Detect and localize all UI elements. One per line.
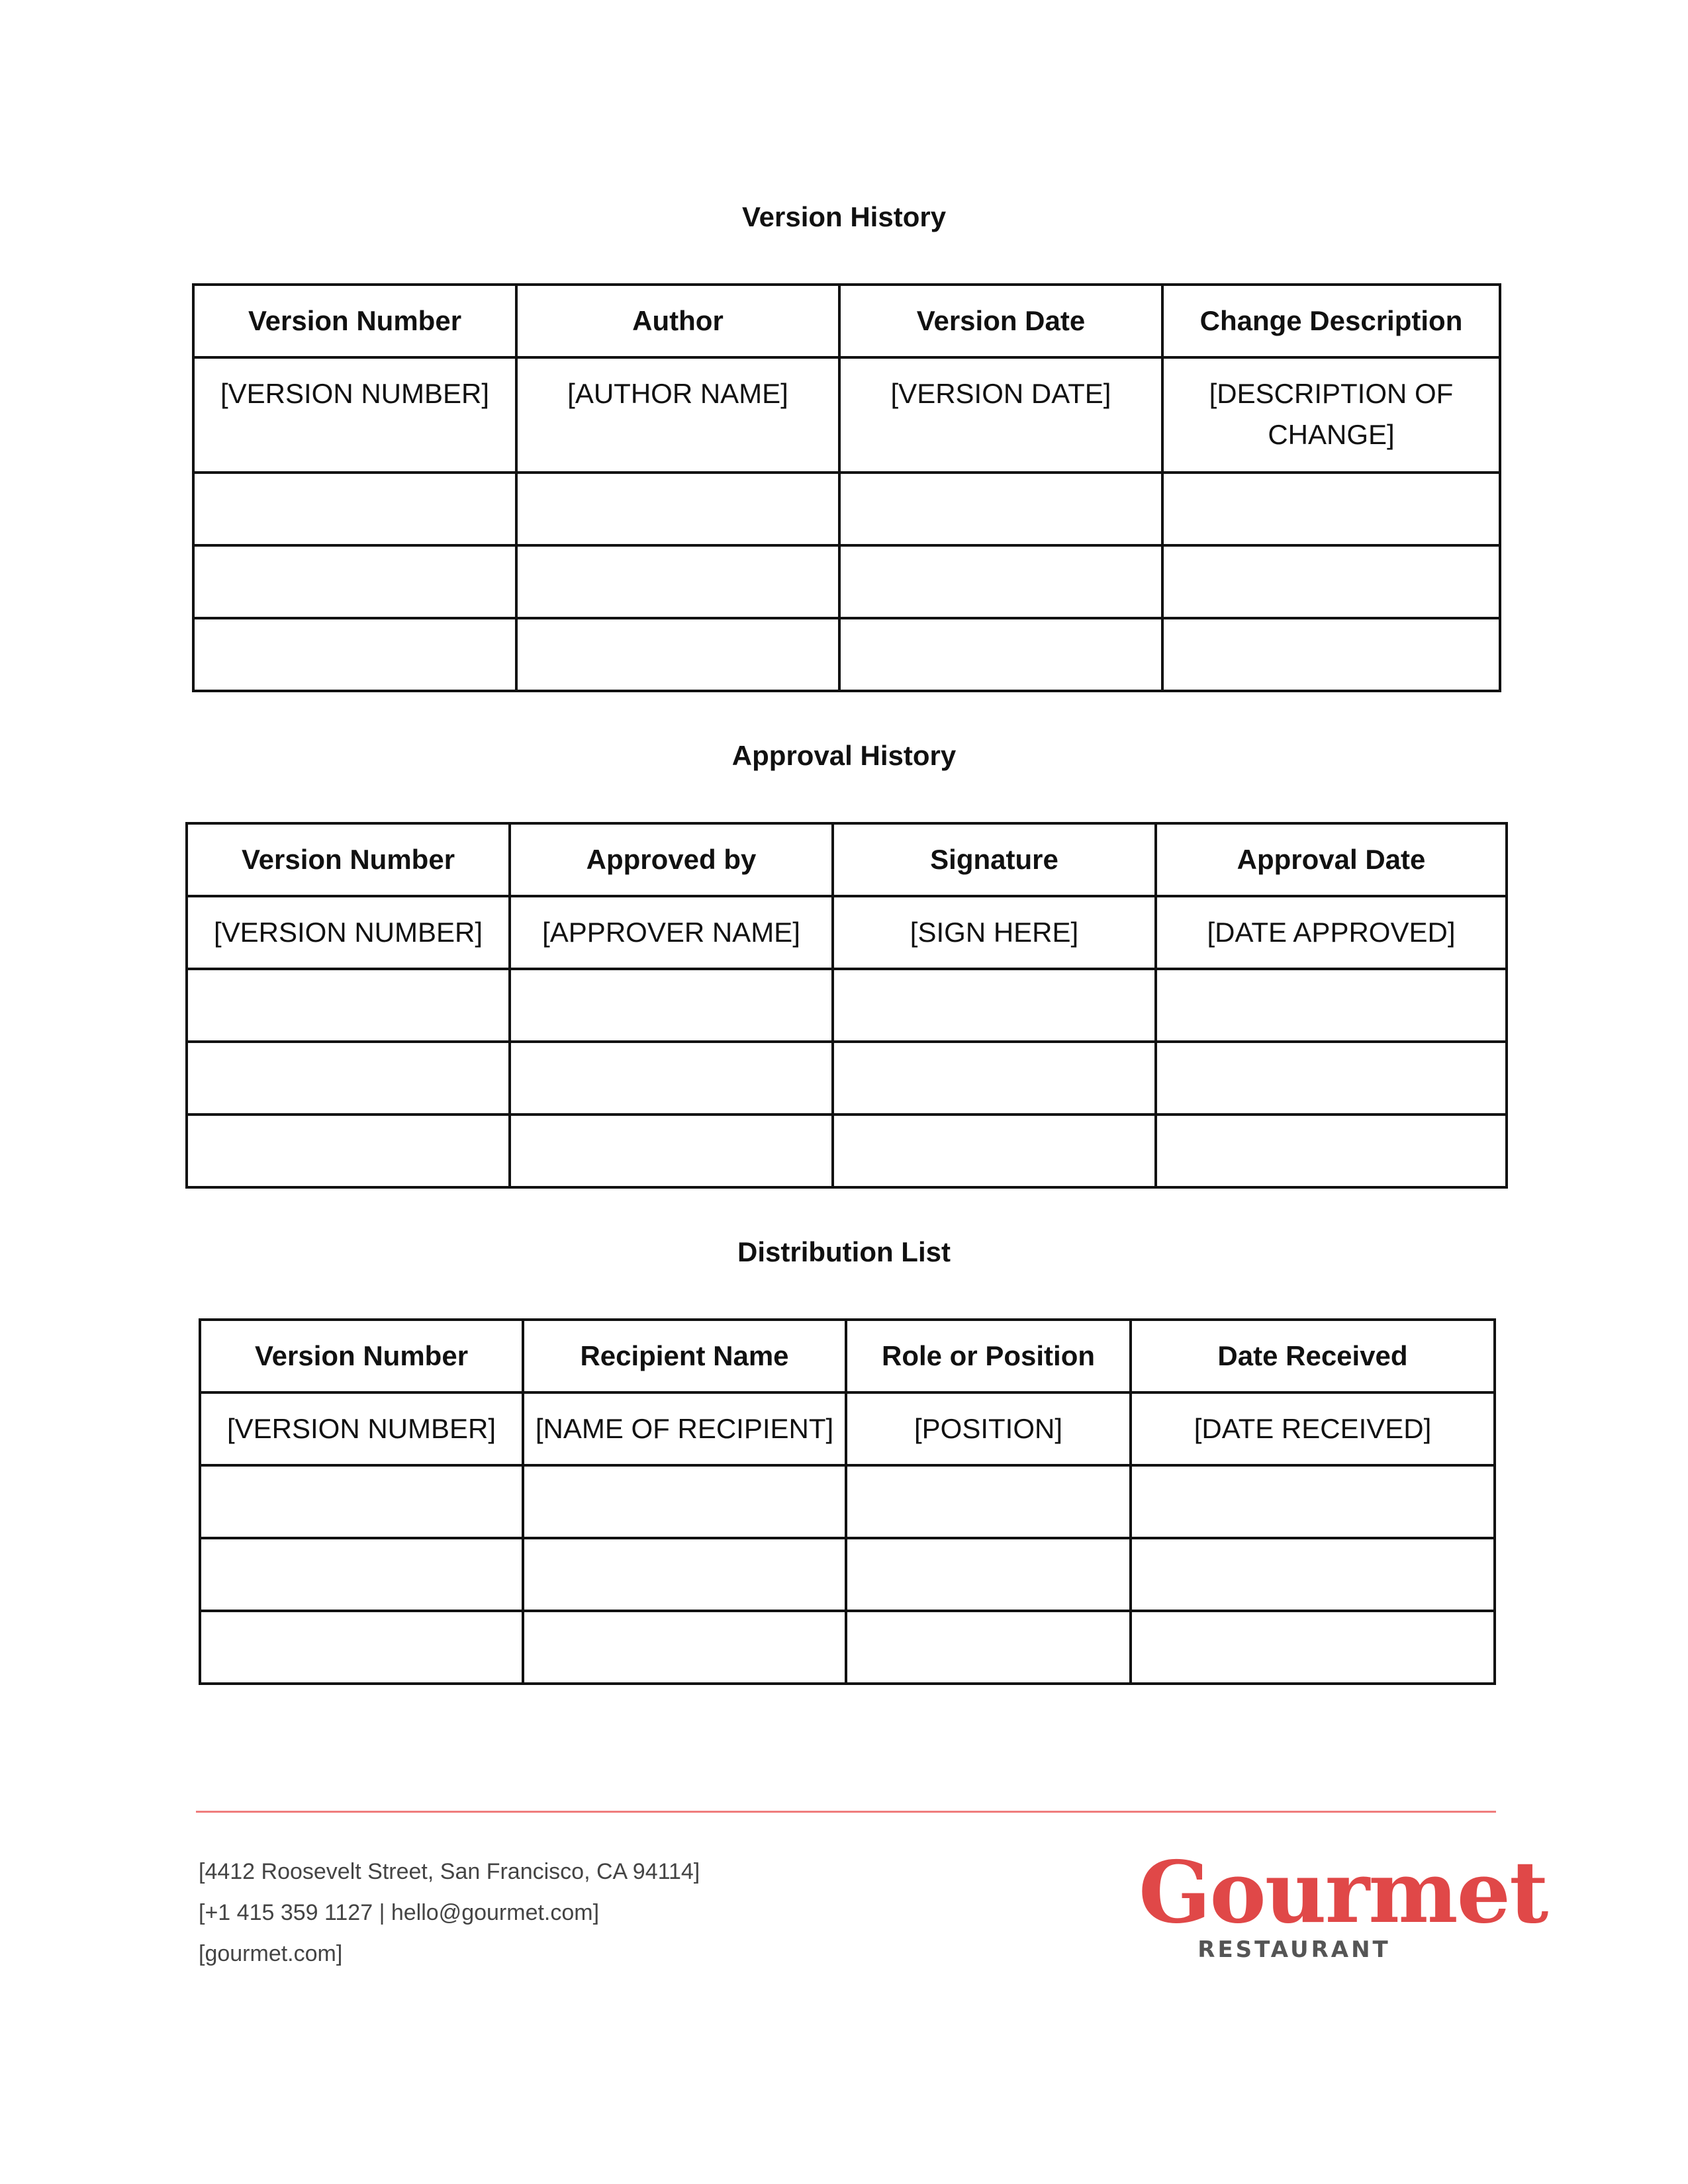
signature-cell[interactable] — [833, 969, 1156, 1042]
table-cell[interactable] — [516, 545, 839, 618]
footer-website[interactable]: [gourmet.com] — [199, 1941, 343, 1966]
table-cell[interactable] — [200, 1611, 523, 1684]
distribution-list-table — [199, 1318, 1496, 1685]
table-cell[interactable]: [DATE APPROVED] — [1156, 896, 1507, 969]
table-cell[interactable] — [193, 545, 516, 618]
table-cell[interactable]: [AUTHOR NAME] — [516, 357, 839, 473]
table-cell[interactable] — [1131, 1465, 1495, 1538]
table-row — [187, 1042, 1507, 1115]
footer-address: [4412 Roosevelt Street, San Francisco, CA 94114] — [199, 1859, 700, 1884]
table-cell[interactable] — [1156, 969, 1507, 1042]
signature-cell[interactable]: [SIGN HERE] — [833, 896, 1156, 969]
table-cell[interactable] — [187, 1115, 510, 1187]
table-cell[interactable] — [516, 618, 839, 691]
table-cell[interactable]: [POSITION] — [846, 1392, 1131, 1465]
header-cell: Approval Date — [1156, 823, 1507, 896]
table-cell[interactable] — [187, 969, 510, 1042]
table-cell[interactable] — [1162, 618, 1500, 691]
table-cell[interactable] — [510, 1115, 833, 1187]
table-row — [193, 545, 1500, 618]
table-cell[interactable] — [1162, 473, 1500, 545]
table-row — [193, 473, 1500, 545]
header-cell: Version Number — [187, 823, 510, 896]
table-cell[interactable] — [846, 1465, 1131, 1538]
table-row — [193, 357, 1500, 473]
gourmet-logo — [1139, 1843, 1548, 1972]
header-cell: Change Description — [1162, 285, 1500, 357]
table-cell[interactable] — [200, 1538, 523, 1611]
table-row — [200, 1611, 1495, 1684]
table-cell[interactable] — [1162, 545, 1500, 618]
header-cell: Role or Position — [846, 1320, 1131, 1392]
table-cell[interactable] — [193, 473, 516, 545]
table-cell[interactable] — [1156, 1042, 1507, 1115]
distribution-list-title: Distribution List — [737, 1236, 951, 1267]
version-history-table — [192, 283, 1501, 692]
header-cell: Date Received — [1131, 1320, 1495, 1392]
table-cell[interactable]: [VERSION NUMBER] — [193, 357, 516, 473]
table-cell[interactable]: [DATE RECEIVED] — [1131, 1392, 1495, 1465]
table-cell[interactable] — [1156, 1115, 1507, 1187]
table-row — [200, 1392, 1495, 1465]
table-cell[interactable] — [1131, 1611, 1495, 1684]
table-cell[interactable] — [510, 1042, 833, 1115]
table-row — [200, 1465, 1495, 1538]
table-cell[interactable] — [839, 618, 1162, 691]
table-cell[interactable]: [APPROVER NAME] — [510, 896, 833, 969]
table-cell[interactable] — [846, 1611, 1131, 1684]
header-cell: Author — [516, 285, 839, 357]
header-cell: Recipient Name — [523, 1320, 846, 1392]
table-cell[interactable] — [1131, 1538, 1495, 1611]
table-cell[interactable] — [193, 618, 516, 691]
header-cell: Version Number — [200, 1320, 523, 1392]
table-cell[interactable] — [510, 969, 833, 1042]
table-cell[interactable] — [839, 545, 1162, 618]
table-cell[interactable] — [200, 1465, 523, 1538]
footer-contact[interactable]: [+1 415 359 1127 | hello@gourmet.com] — [199, 1900, 600, 1925]
table-cell[interactable] — [846, 1538, 1131, 1611]
version-history-title: Version History — [741, 201, 947, 232]
table-cell[interactable]: [DESCRIPTION OF CHANGE] — [1162, 357, 1500, 473]
logo-wordmark: Gourmet — [1139, 1843, 1548, 1942]
header-cell: Approved by — [510, 823, 833, 896]
table-row — [193, 618, 1500, 691]
header-cell: Signature — [833, 823, 1156, 896]
table-cell[interactable] — [523, 1465, 846, 1538]
header-cell: Version Number — [193, 285, 516, 357]
table-cell[interactable] — [523, 1538, 846, 1611]
table-row — [200, 1538, 1495, 1611]
signature-cell[interactable] — [833, 1115, 1156, 1187]
table-cell[interactable] — [839, 473, 1162, 545]
signature-cell[interactable] — [833, 1042, 1156, 1115]
logo-subtitle: RESTAURANT — [1197, 1936, 1391, 1963]
table-header-row — [187, 823, 1507, 896]
table-cell[interactable]: [VERSION NUMBER] — [187, 896, 510, 969]
header-cell: Version Date — [839, 285, 1162, 357]
table-cell[interactable] — [523, 1611, 846, 1684]
table-cell[interactable]: [VERSION DATE] — [839, 357, 1162, 473]
table-header-row — [193, 285, 1500, 357]
approval-history-title: Approval History — [731, 740, 957, 771]
table-cell[interactable]: [NAME OF RECIPIENT] — [523, 1392, 846, 1465]
table-cell[interactable]: [VERSION NUMBER] — [200, 1392, 523, 1465]
table-cell[interactable] — [516, 473, 839, 545]
table-row — [187, 969, 1507, 1042]
table-header-row — [200, 1320, 1495, 1392]
approval-history-table — [185, 822, 1508, 1189]
table-row — [187, 896, 1507, 969]
table-cell[interactable] — [187, 1042, 510, 1115]
table-row — [187, 1115, 1507, 1187]
footer-divider — [196, 1811, 1496, 1813]
